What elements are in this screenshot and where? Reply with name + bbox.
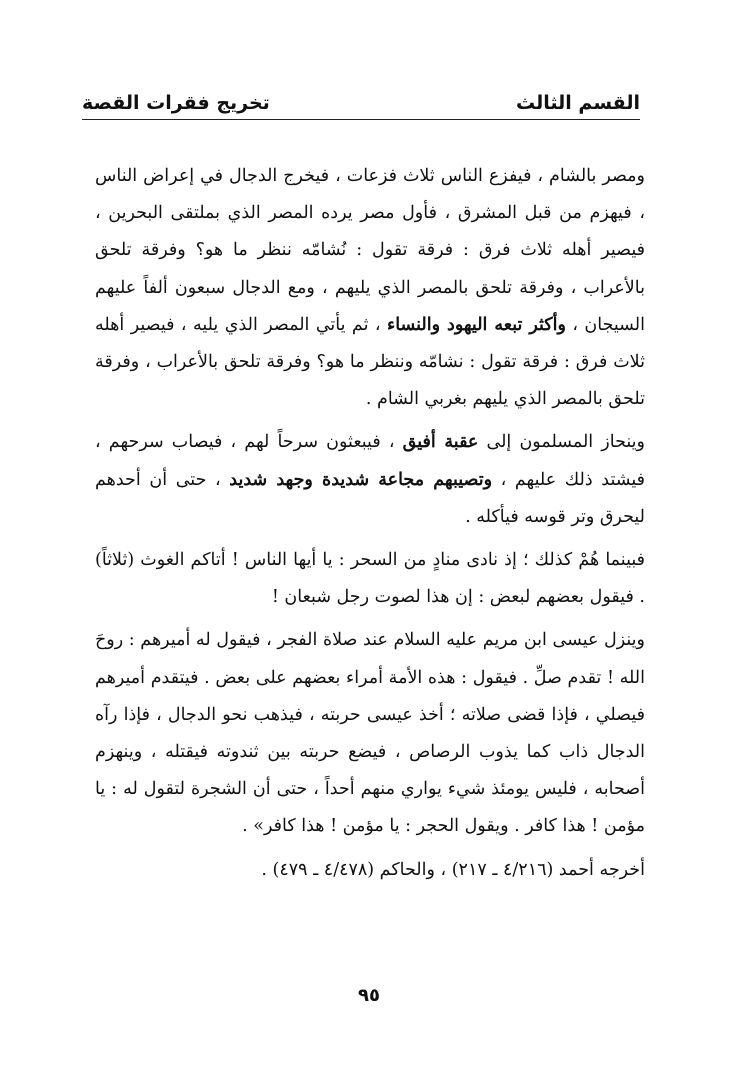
paragraph [95,158,645,418]
text-run: أخرجه أحمد (٤/٢١٦ ـ ٢١٧) ، والحاكم (٤/٤٧٨ ـ ٤٧٩) . [261,859,645,880]
section-label: القسم الثالث [516,92,640,114]
bold-text-run: وتصيبهم مجاعة شديدة وجهد شديد [229,469,493,490]
header-divider [82,119,640,120]
text-run: فبينما هُمْ كذلك ؛ إذ نادى منادٍ من السحر : يا أيها الناس ! أتاكم الغوث (ثلاثاً) . فيقول بعضهم لبعض : إن هذا لصوت رجل شبعان ! [95,550,645,608]
text-run: ، فيبعثون سرحاً لهم ، فيصاب سرحهم ، فيشتد ذلك عليهم ، [95,432,645,490]
text-run: ومصر بالشام ، فيفزع الناس ثلاث فزعات ، فيخرج الدجال في إعراض الناس ، فيهزم من قبل المشرق ، فأول مصر يرده المصر الذي بملتقى البحرين ، فيصير أهله ثلاث فرق : فرقة تقول : نُشامّه ننظر ما هو؟ وفرقة تلحق بالأعراب ، وفرقة تلحق بالمصر الذي يليهم ، ومع الدجال سبعون ألفاً عليهم السيجان ، [95,166,645,335]
paragraph [95,622,645,845]
page-number: ٩٥ [358,985,380,1006]
paragraph [95,424,645,536]
text-run: وينزل عيسى ابن مريم عليه السلام عند صلاة الفجر ، فيقول له أميرهم : روحَ الله ! تقدم صلِّ . فيقول : هذه الأمة أمراء بعضهم على بعض . فيتقدم أميرهم فيصلي ، فإذا قضى صلاته ؛ أخذ عيسى حربته ، فيذهب نحو الدجال ، فإذا رآه الدجال ذاب كما يذوب الرصاص ، فيضع حربته بين ثندوته فيقتله ، وينهزم أصحابه ، فليس يومئذ شيء يواري منهم أحداً ، حتى أن الشجرة لتقول له : يا مؤمن ! هذا كافر . ويقول الحجر : يا مؤمن ! هذا كافر» . [95,630,645,837]
chapter-title: تخريج فقرات القصة [82,92,270,114]
body-text [95,158,645,889]
paragraph [95,542,645,616]
text-run: ، ثم يأتي المصر الذي يليه ، فيصير أهله ثلاث فرق : فرقة تقول : نشامّه وننظر ما هو؟ وفرقة تلحق بالأعراب ، وفرقة تلحق بالمصر الذي يليهم بغربي الشام . [95,314,645,410]
bold-text-run: عقبة أفيق [402,432,479,453]
text-run: وينحاز المسلمون إلى [478,432,645,453]
bold-text-run: وأكثر تبعه اليهود والنساء [386,314,566,335]
text-run: ، حتى أن أحدهم ليحرق وتر قوسه فيأكله . [95,469,645,527]
citation-paragraph [95,852,645,889]
running-header [82,80,640,114]
